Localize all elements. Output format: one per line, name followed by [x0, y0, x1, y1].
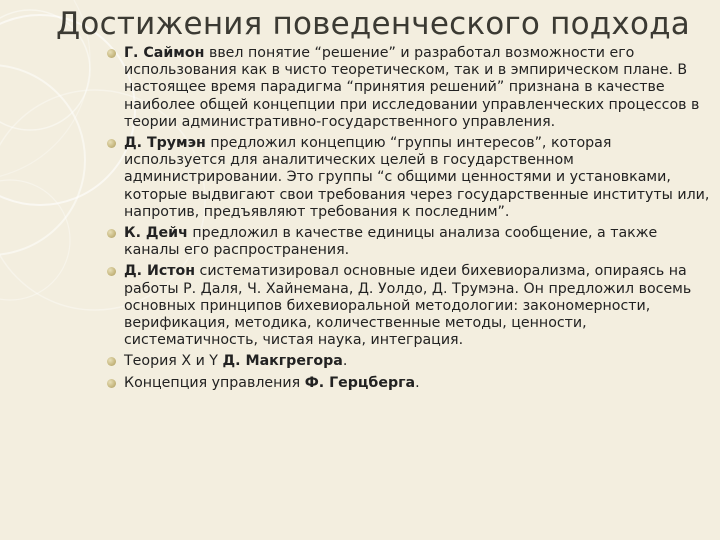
item-text: ввел понятие “решение” и разработал возможности его использования как в чисто теоретическом, так и в эмпирическом плане. В настоящее время парадигма “принятия решений” признана в качестве наиболее общей концепции при исследовании управленческих процессов в теории административно-государственного управления. [124, 45, 700, 130]
list-item [104, 225, 714, 259]
bullet-icon [107, 267, 116, 276]
list-item [104, 135, 714, 221]
slide-title: Достижения поведенческого подхода [56, 6, 690, 42]
list-item [104, 375, 714, 392]
bullet-icon [107, 139, 116, 148]
bullet-icon [107, 379, 116, 388]
item-author: Д. Макгрегора [222, 353, 343, 370]
item-text: . [342, 353, 348, 370]
list-item [104, 353, 714, 370]
item-prefix: Теория X и Y [124, 353, 223, 370]
list-item [104, 263, 714, 349]
item-text: . [415, 374, 420, 391]
item-author: Г. Саймон [124, 45, 205, 61]
bullet-icon [107, 49, 116, 58]
item-prefix: Концепция управления [124, 374, 305, 391]
bullet-icon [107, 357, 116, 366]
item-text: систематизировал основные идеи бихевиорализма, опираясь на работы Р. Даля, Ч. Хайнемана, Д. Уолдо, Д. Трумэна. Он предложил восемь основных принципов бихевиоральной методологии: закономерности, верификация, методика, количественные методы, ценности, систематичность, чистая наука, интеграция. [124, 263, 692, 349]
item-text: предложил в качестве единицы анализа сообщение, а также каналы его распространения. [124, 225, 658, 259]
list-item [104, 45, 714, 131]
item-author: Д. Трумэн [124, 135, 206, 152]
bullet-icon [107, 229, 116, 238]
bullet-list [104, 45, 714, 396]
item-author: Ф. Герцберга [304, 374, 416, 391]
item-text: предложил концепцию “группы интересов”, которая используется для аналитических целей в государственном администрировании. Это группы “с общими ценностями и установками, которые выдвигают свои требования через государственные институты или, напротив, предъявляют требования к последним”. [124, 135, 710, 220]
item-author: Д. Истон [124, 263, 196, 280]
item-author: К. Дейч [124, 225, 188, 242]
